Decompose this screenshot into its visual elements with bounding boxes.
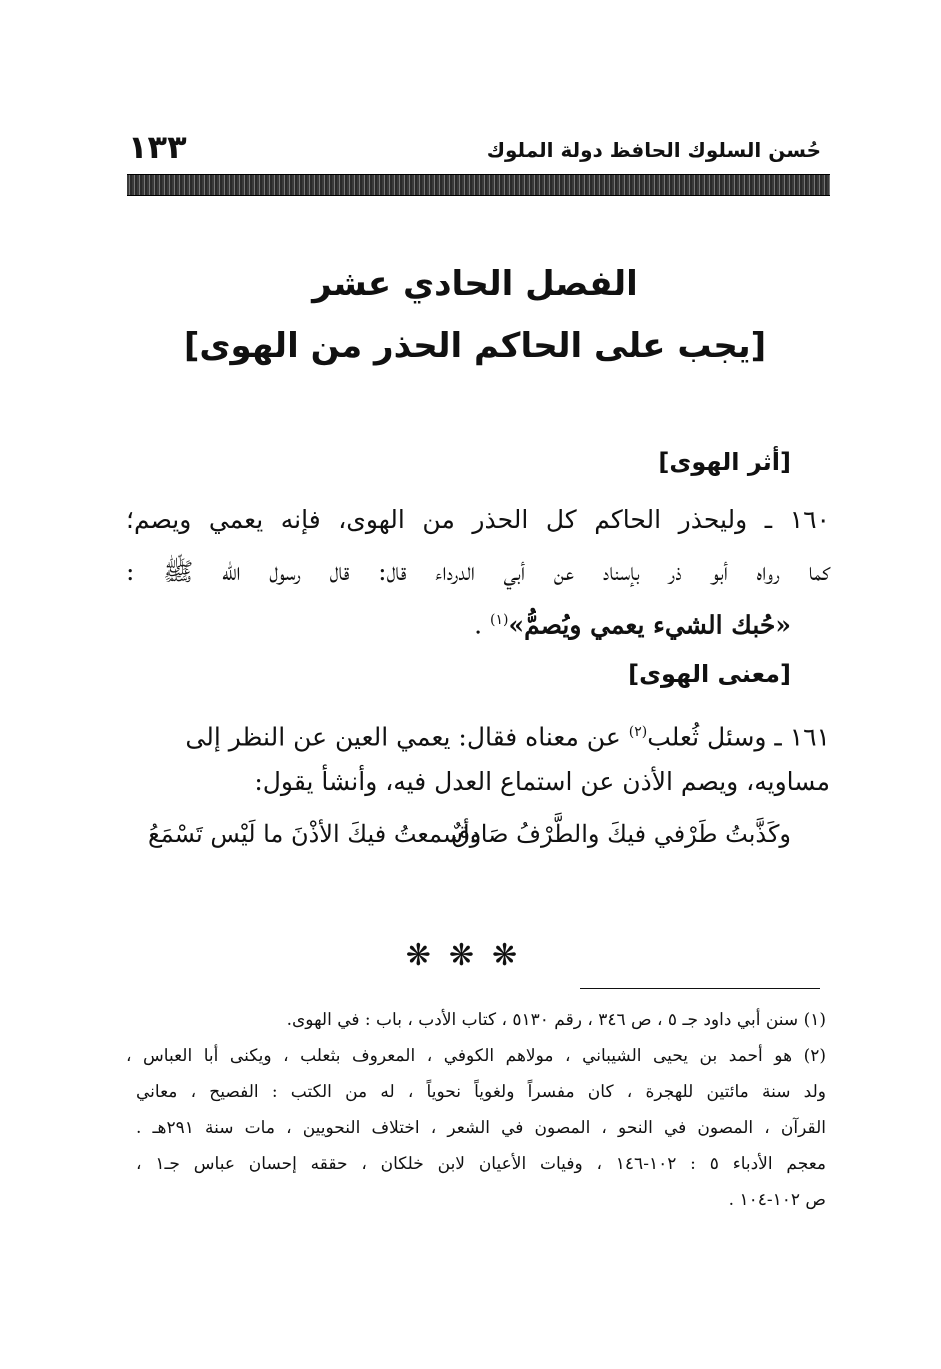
paragraph-160-line-1: ١٦٠ ـ وليحذر الحاكم كل الحذر من الهوى، فإنه يعمي ويصم؛ (126, 505, 830, 534)
header-rule (127, 174, 830, 196)
paragraph-160-line-2: كما رواه أبو ذر بإسناد عن أبي الدرداء قال: قال رسول الله ﷺ : (126, 557, 830, 586)
paragraph-161-line-1 (126, 716, 830, 753)
footnote-ref-1[interactable]: (١) (489, 612, 509, 628)
page-number: ١٣٣ (128, 128, 187, 166)
section-heading-effect-of-desire: [أثر الهوى] (658, 448, 791, 476)
footnote-2-line-4: معجم الأدباء ٥ : ١٠٢-١٤٦ ، وفيات الأعيان لابن خلكان ، حققه إحسان عباس جـ١ ، (136, 1154, 827, 1174)
paragraph-161-line-2: مساويه، ويصم الأذن عن استماع العدل فيه، وأنشأ يقول: (254, 767, 830, 796)
hadith-quote: «حُبك الشيء يعمي ويُصمُّ» (508, 610, 791, 640)
footnote-2-line-2: ولد سنة مائتين للهجرة ، كان مفسراً ولغوياً نحوياً ، له من الكتب : الفصيح ، معاني (136, 1082, 826, 1102)
footnote-1: (١) سنن أبي داود جـ ٥ ، ص ٣٤٦ ، رقم ٥١٣٠ ، كتاب الأدب ، باب : في الهوى. (286, 1010, 826, 1030)
section-divider-stars: ❋❋❋ (405, 938, 536, 973)
footnote-2-line-1: (٢) هو أحمد بن يحيى الشيباني ، مولاهم الكوفي ، المعروف بثعلب ، ويكنى أبا العباس ، (126, 1046, 826, 1066)
hadith-end: . (474, 610, 490, 640)
verse-second-hemistich: وأسمعتُ فيكَ الأذْنَ ما لَيْس تَسْمَعُ (148, 820, 482, 848)
section-heading-meaning-of-desire: [معنى الهوى] (628, 660, 791, 688)
chapter-subtitle: [يجب على الحاكم الحذر من الهوى] (183, 326, 767, 366)
chapter-title: الفصل الحادي عشر (312, 264, 638, 304)
paragraph-160-line-3 (474, 604, 791, 641)
paragraph-161-part-b: عن معناه فقال: يعمي العين عن النظر إلى (185, 722, 629, 752)
footnote-ref-2[interactable]: (٢) (628, 724, 648, 740)
paragraph-161-part-a: ١٦١ ـ وسئل ثُعلب (647, 722, 830, 752)
footnote-separator (580, 988, 820, 989)
footnote-2-line-3: القرآن ، المصون في النحو ، المصون في الشعر ، اختلاف النحويين ، مات سنة ٢٩١هـ . (136, 1118, 826, 1138)
running-header-title: حُسن السلوك الحافظ دولة الملوك (486, 138, 821, 162)
verse-first-hemistich: وكَذَّبتُ طَرْفي فيكَ والطَّرْفُ صَادقٌ (451, 820, 791, 848)
footnote-2-line-5: ص ١٠٢-١٠٤ . (728, 1190, 826, 1210)
